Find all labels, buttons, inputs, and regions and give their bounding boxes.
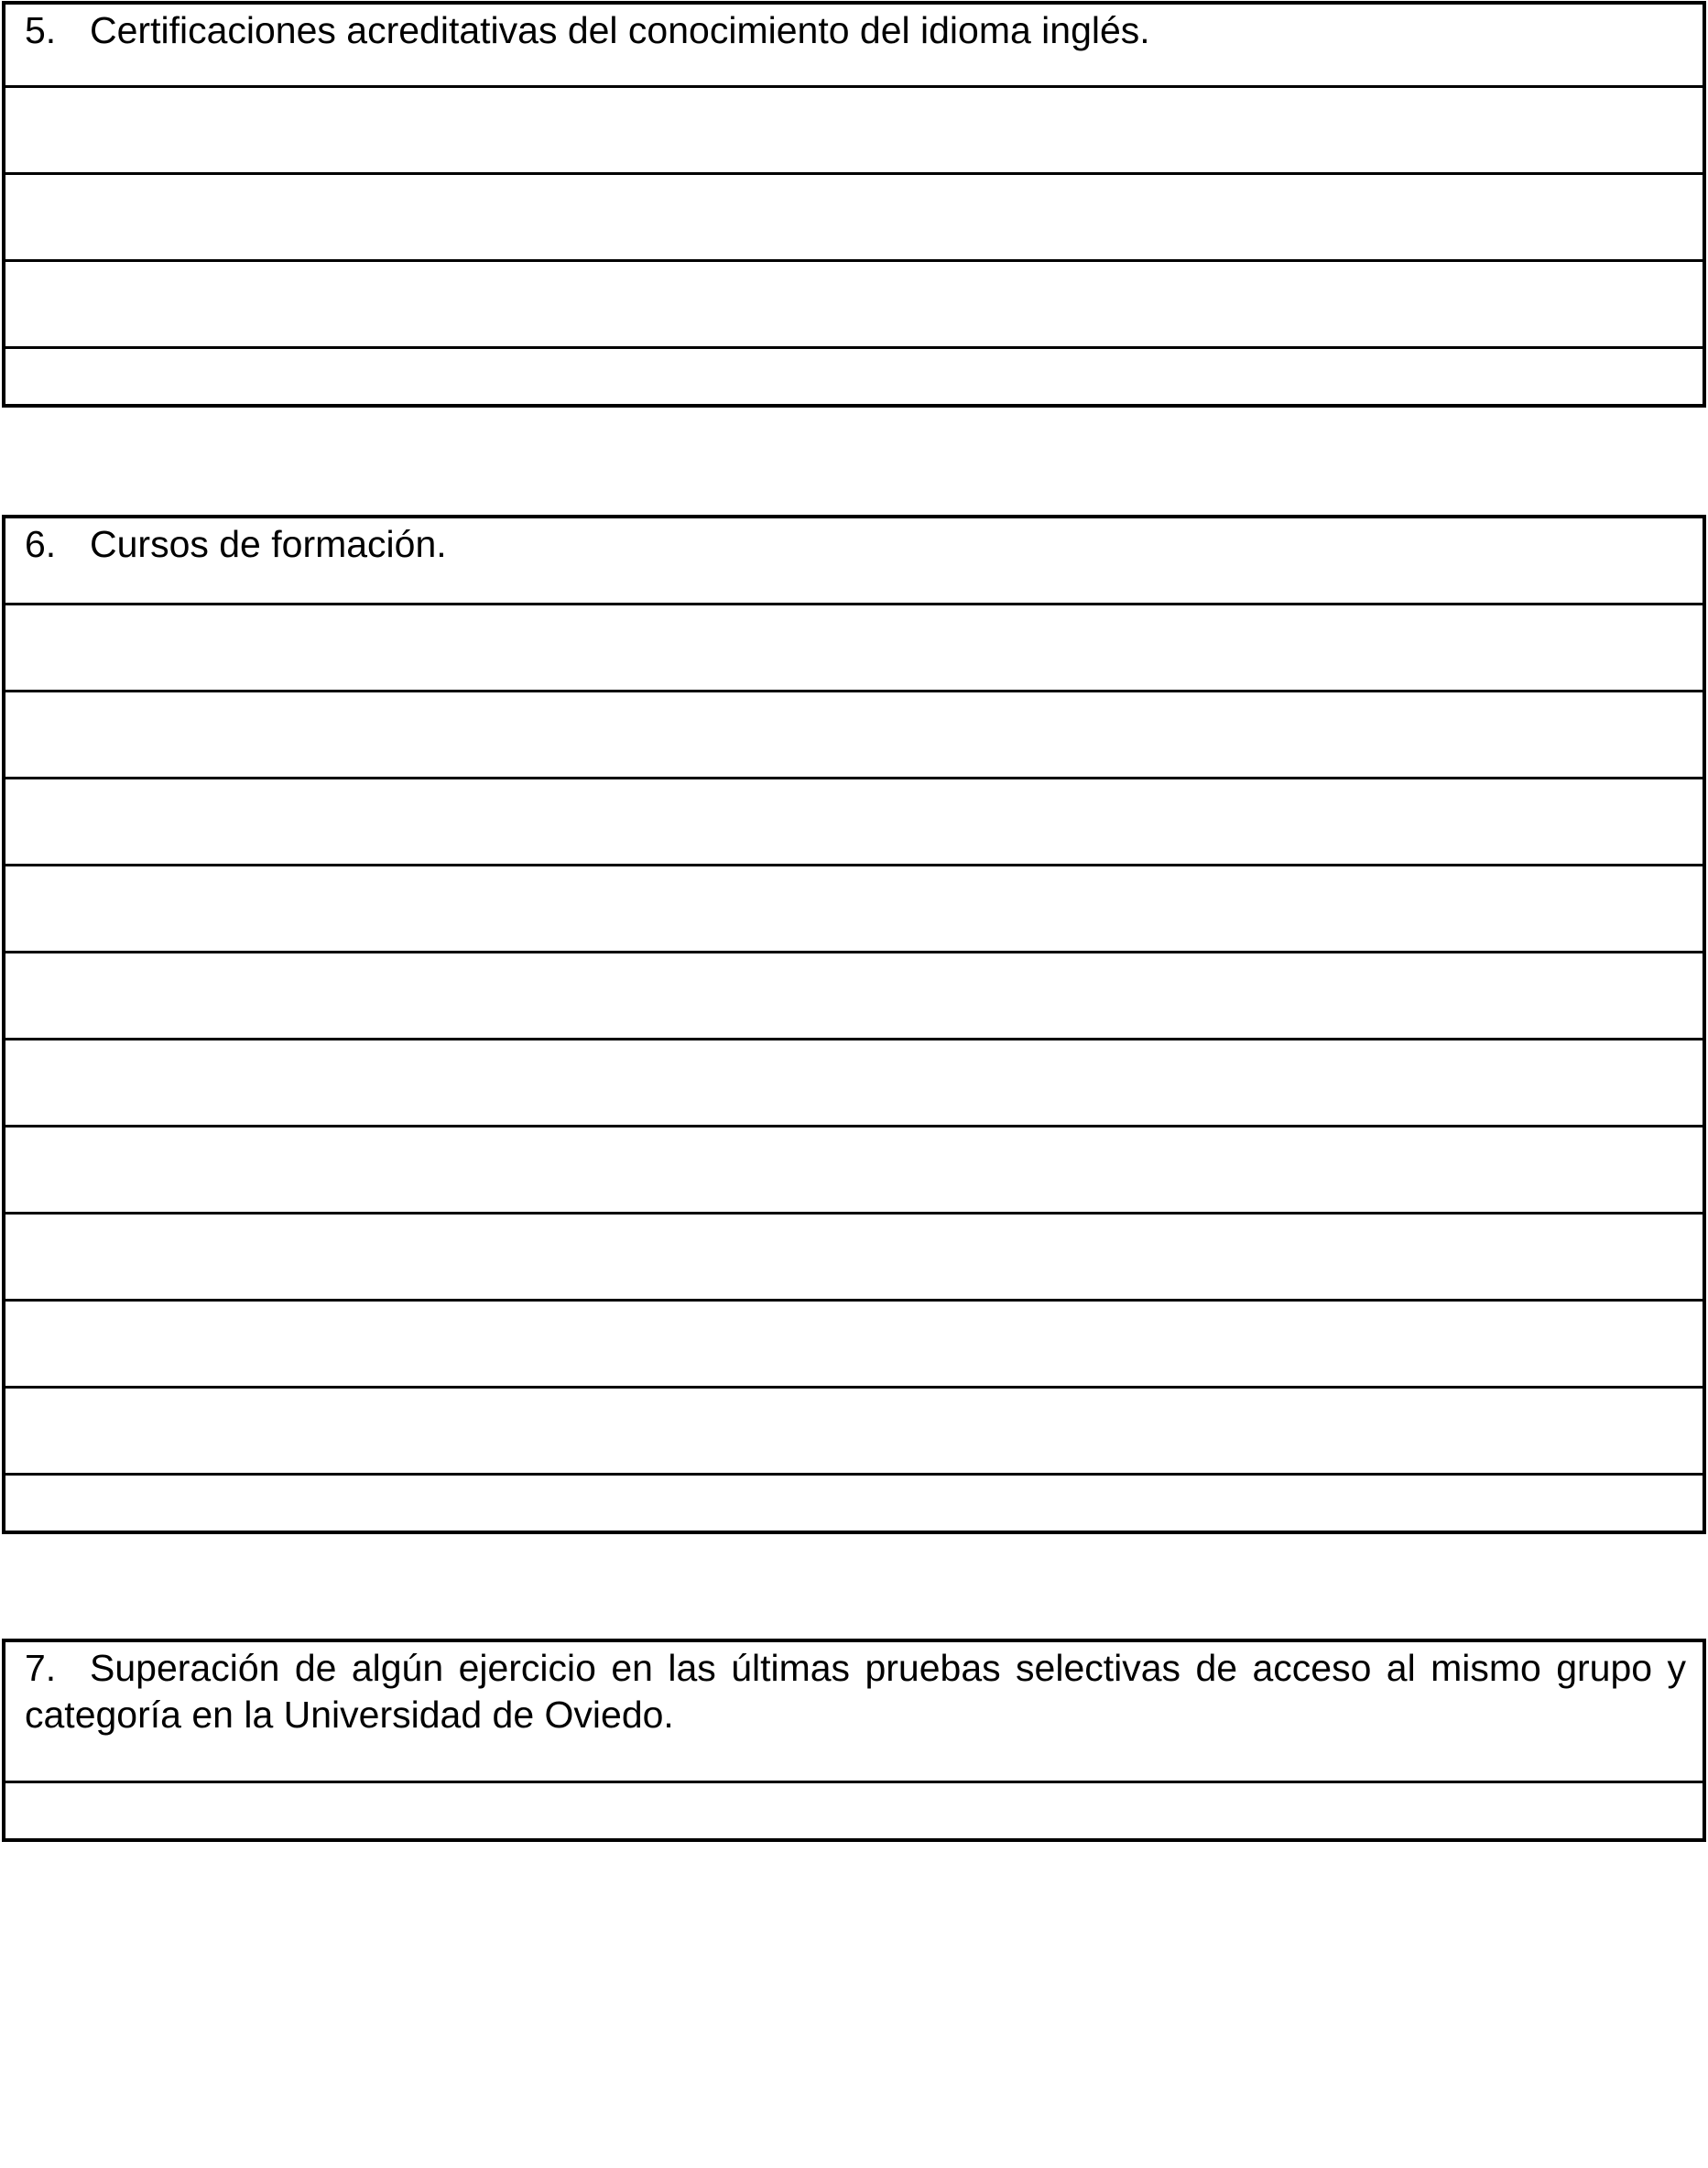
section-6-header bbox=[5, 518, 1703, 603]
empty-row bbox=[5, 690, 1703, 777]
section-7-title-line2: categoría en la Universidad de Oviedo. bbox=[25, 1694, 674, 1736]
section-7-title-line1: Superación de algún ejercicio en las últimas pruebas selectivas de acceso al mismo grupo y bbox=[90, 1647, 1686, 1689]
section-7-title-line1-wrap bbox=[25, 1645, 1686, 1692]
empty-row bbox=[5, 346, 1703, 404]
empty-row bbox=[5, 1781, 1703, 1838]
empty-row bbox=[5, 1473, 1703, 1531]
section-6-table bbox=[2, 515, 1706, 1534]
empty-row bbox=[5, 259, 1703, 346]
section-7-header bbox=[5, 1642, 1703, 1781]
empty-row bbox=[5, 1299, 1703, 1386]
empty-row bbox=[5, 85, 1703, 172]
section-5-title: Certificaciones acreditativas del conocimiento del idioma inglés. bbox=[90, 9, 1150, 51]
section-7-rows bbox=[5, 1781, 1703, 1838]
section-6-rows bbox=[5, 603, 1703, 1531]
empty-row bbox=[5, 1125, 1703, 1212]
section-6-title: Cursos de formación. bbox=[90, 523, 447, 565]
empty-row bbox=[5, 1386, 1703, 1473]
section-5-table bbox=[2, 1, 1706, 408]
section-7-table bbox=[2, 1639, 1706, 1842]
empty-row bbox=[5, 603, 1703, 690]
empty-row bbox=[5, 777, 1703, 864]
section-5-header bbox=[5, 5, 1703, 85]
section-7-number: 7. bbox=[25, 1647, 57, 1689]
section-5-rows bbox=[5, 85, 1703, 404]
empty-row bbox=[5, 1212, 1703, 1299]
empty-row bbox=[5, 1038, 1703, 1125]
empty-row bbox=[5, 951, 1703, 1038]
section-6-number: 6. bbox=[25, 523, 57, 565]
empty-row bbox=[5, 172, 1703, 259]
section-5-number: 5. bbox=[25, 9, 57, 51]
empty-row bbox=[5, 864, 1703, 951]
